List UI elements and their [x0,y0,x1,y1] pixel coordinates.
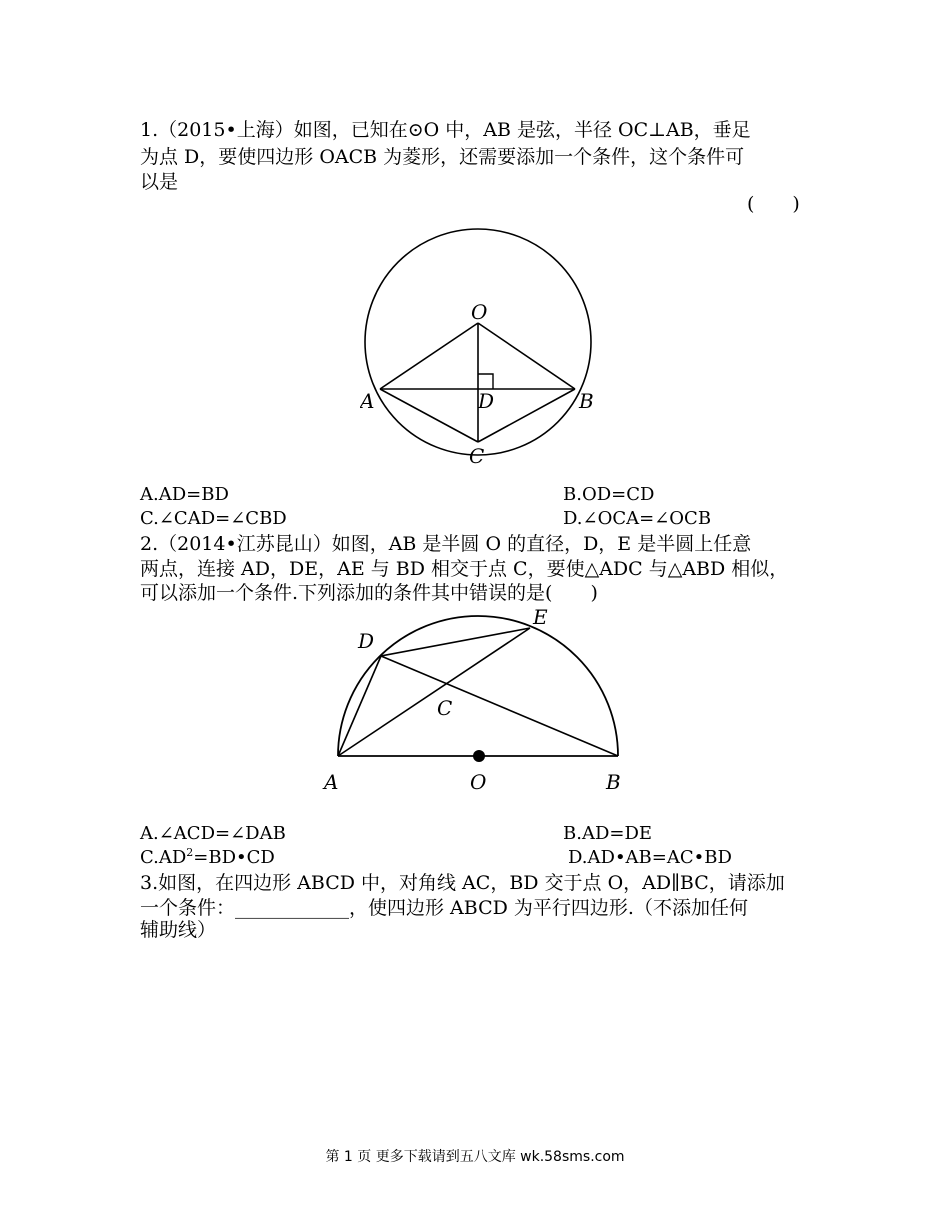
label-d: D [358,629,375,653]
label-a: A [360,389,375,413]
q3-line-2-suffix: ，使四边形 ABCD 为平行四边形.（不添加任何 [349,897,748,919]
q2-option-c-suffix: =BD•CD [193,847,275,868]
label-o: O [470,770,487,794]
page-footer: 第 1 页 更多下载请到五八文库 wk.58sms.com [325,1149,625,1165]
q1-option-d: D.∠OCA=∠OCB [563,508,712,529]
q1-option-a: A.AD=BD [140,484,229,505]
q2-option-d: D.AD•AB=AC•BD [568,847,732,868]
label-e: E [533,605,548,629]
q2-figure-semicircle [320,600,630,800]
q1-figure-circle-rhombus [360,218,600,473]
q3-line-2-prefix: 一个条件： [140,897,236,919]
label-a: A [324,770,339,794]
q1-line-1: 1.（2015•上海）如图，已知在⊙O 中，AB 是弦，半径 OC⊥AB，垂足 [140,119,751,141]
label-d: D [478,389,495,413]
q2-line-1: 2.（2014•江苏昆山）如图，AB 是半圆 O 的直径，D，E 是半圆上任意 [140,533,752,555]
q2-option-b: B.AD=DE [563,823,653,844]
label-b: B [579,389,594,413]
q2-option-c-superscript: 2 [186,846,194,859]
q2-option-a: A.∠ACD=∠DAB [140,823,286,844]
center-point-o [473,750,485,762]
label-b: B [606,770,621,794]
segment-ac [380,389,478,442]
segment-oa [380,323,478,389]
q1-line-2: 为点 D，要使四边形 OACB 为菱形，还需要添加一个条件，这个条件可 [140,146,745,168]
q1-option-b: B.OD=CD [563,484,655,505]
q3-answer-blank: ____________ [235,897,350,919]
label-c: C [437,696,453,720]
label-o: O [471,300,488,324]
q1-option-c: C.∠CAD=∠CBD [140,508,287,529]
q3-line-2 [140,896,748,920]
segment-bd [381,656,618,756]
label-c: C [469,444,485,468]
q1-line-3: 以是 [140,171,179,193]
q2-option-c [140,846,275,870]
q2-option-c-prefix: C.AD [140,847,187,868]
q3-line-3: 辅助线） [140,919,217,941]
right-angle-mark [478,374,493,389]
q3-line-1: 3.如图，在四边形 ABCD 中，对角线 AC，BD 交于点 O，AD∥BC，请添加 [140,872,785,894]
q1-answer-paren: ( ) [747,193,800,215]
q2-line-2: 两点，连接 AD，DE，AE 与 BD 相交于点 C，要使△ADC 与△ABD 相似， [140,558,789,580]
q2-line-3: 可以添加一个条件.下列添加的条件其中错误的是( ) [140,582,598,604]
